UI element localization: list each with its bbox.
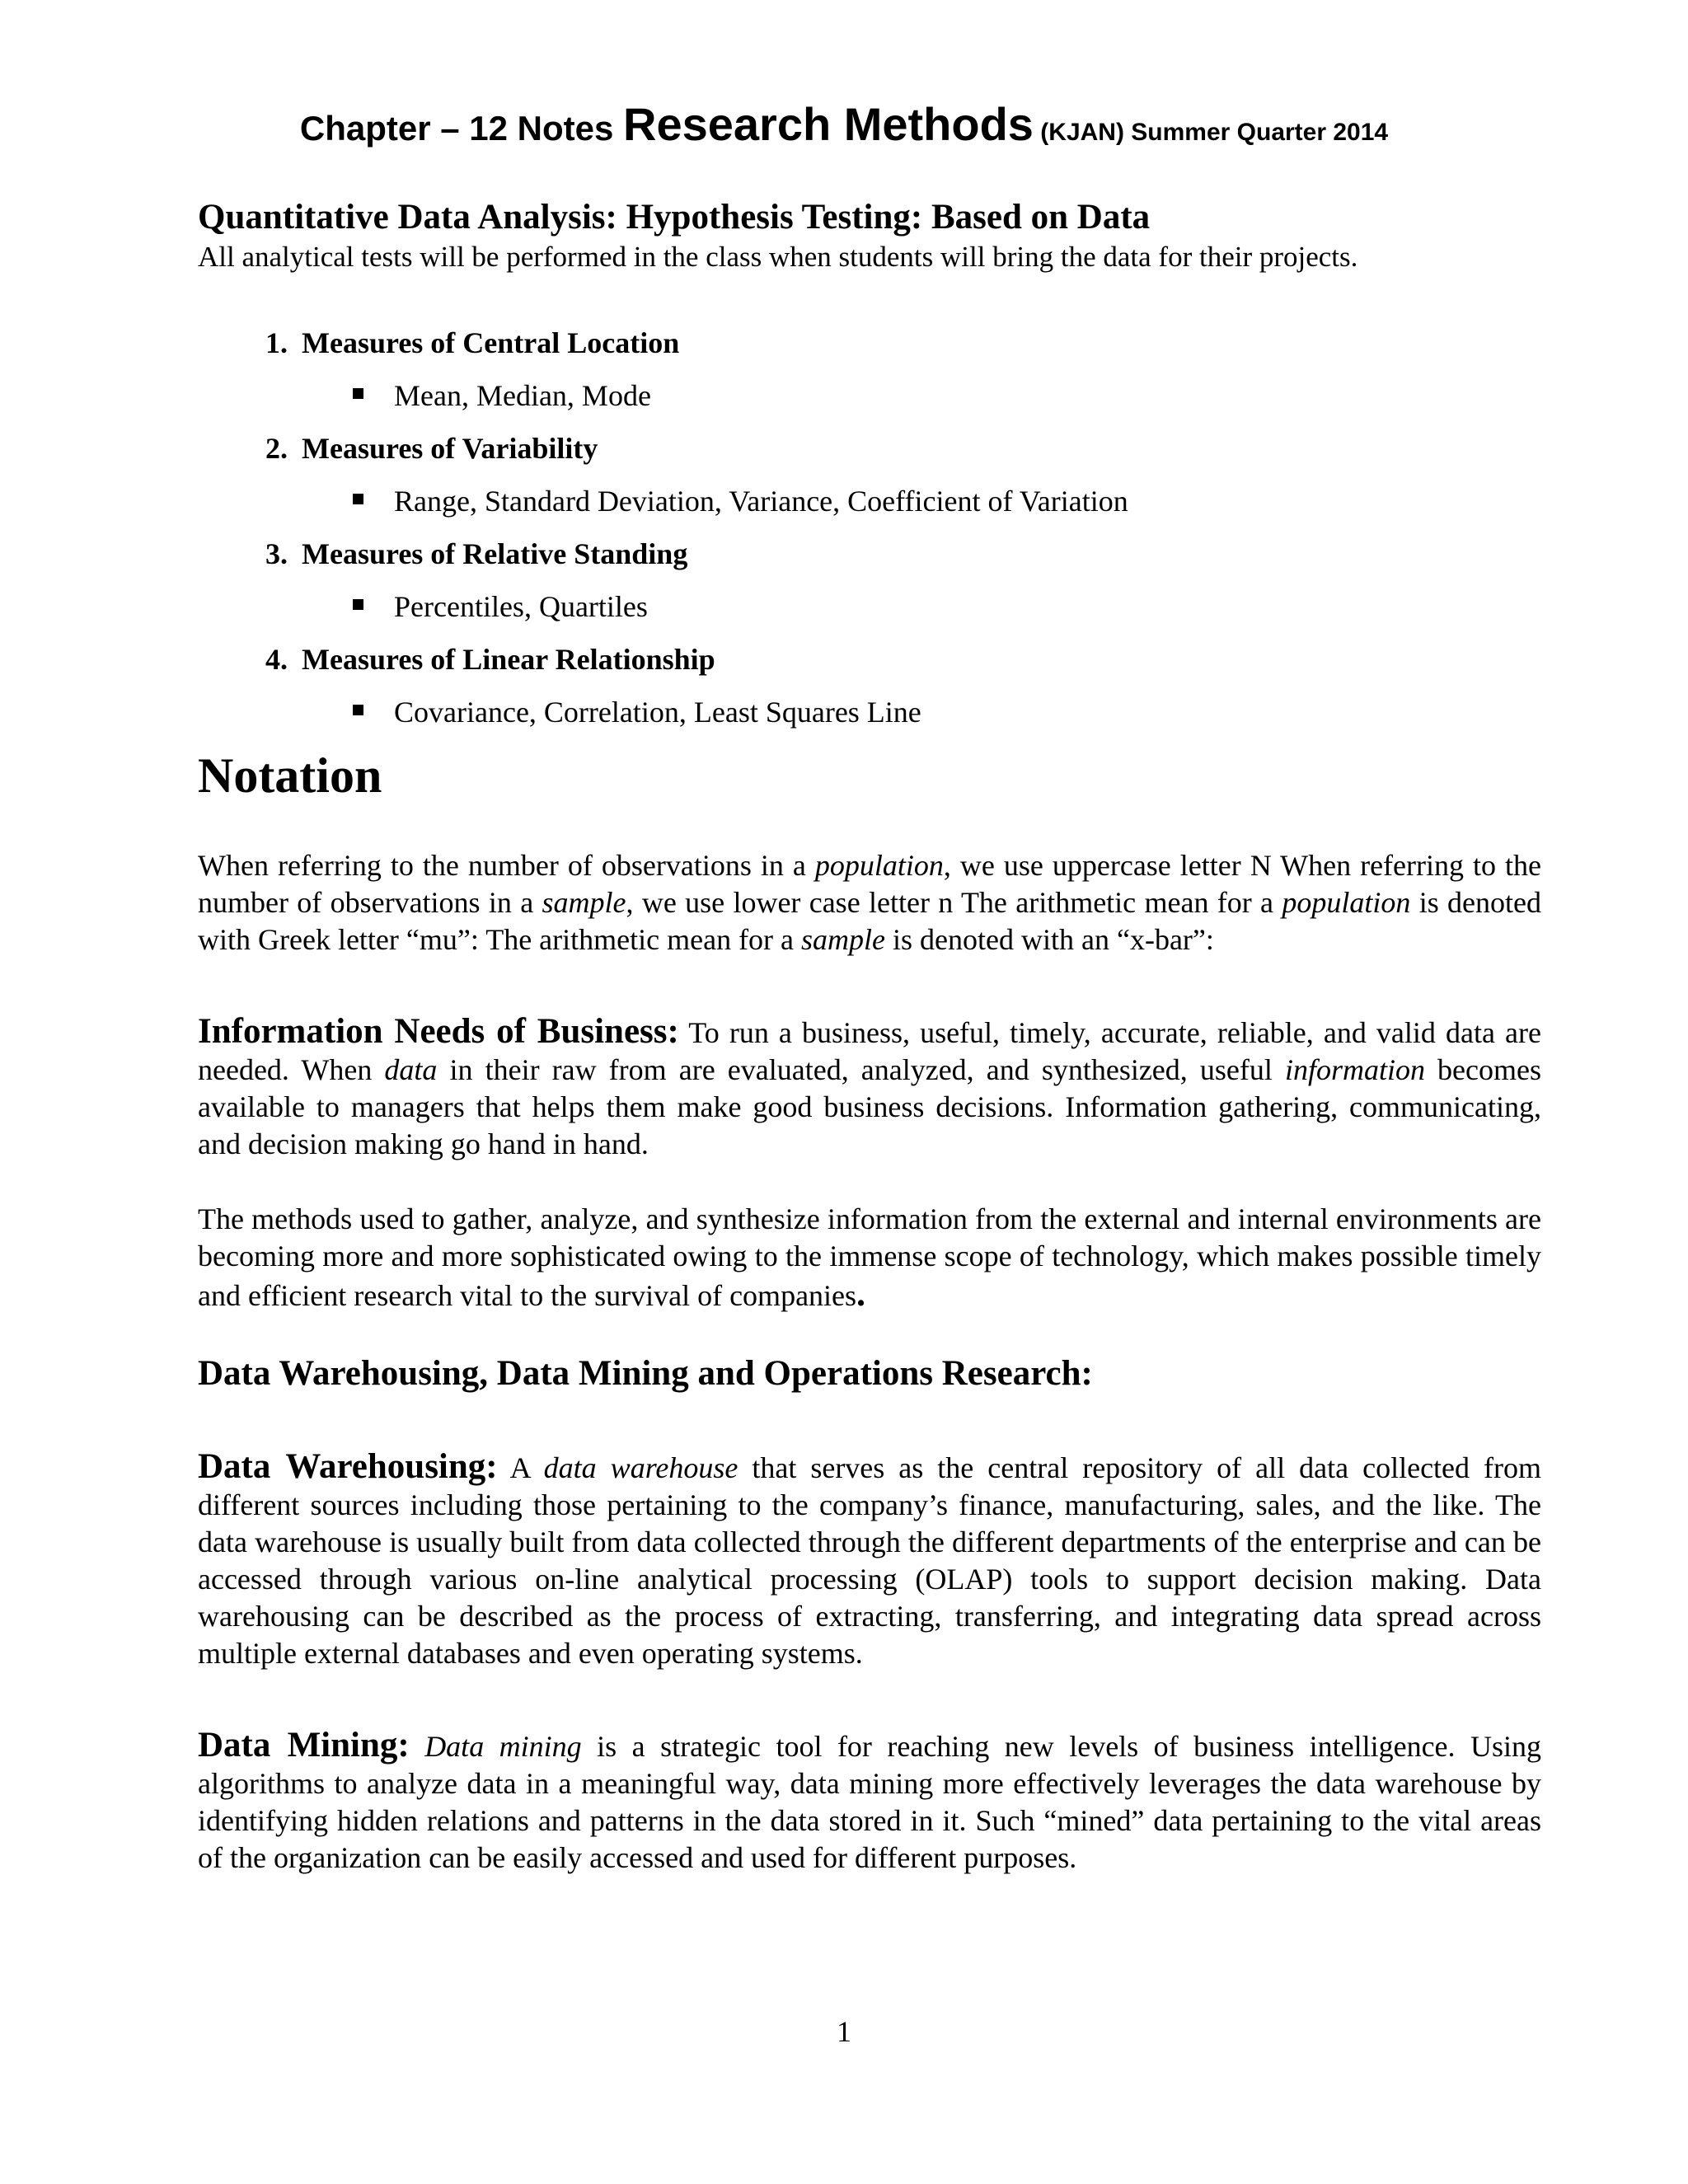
page-number: 1: [837, 2015, 851, 2048]
information-needs-heading: Information Needs of Business:: [198, 1012, 679, 1051]
text-run: When referring to the number of observations in a: [198, 849, 815, 882]
text-run: [410, 1730, 424, 1763]
methods-paragraph: [198, 1201, 1541, 1315]
measure-title: Measures of Central Location: [302, 326, 680, 359]
measure-detail-text: Covariance, Correlation, Least Squares Line: [394, 696, 921, 729]
emphasis-run: sample: [801, 923, 886, 956]
data-mining-paragraph: [198, 1727, 1541, 1877]
square-bullet-icon: [353, 705, 363, 715]
measure-detail-text: Percentiles, Quartiles: [394, 590, 648, 623]
text-run: A: [497, 1451, 544, 1484]
measure-detail-text: Range, Standard Deviation, Variance, Coefficient of Variation: [394, 485, 1128, 518]
measure-detail-list: [302, 483, 1541, 519]
text-run: , we use lower case letter n The arithmetic mean for a: [626, 886, 1282, 919]
measure-detail-list: [302, 694, 1541, 730]
text-run: , we use uppercase letter N When referring to the number of observations in a: [198, 849, 1541, 919]
measure-detail: [394, 588, 1541, 625]
measure-detail-list: [302, 377, 1541, 414]
text-run: is denoted with Greek letter “mu”: The arithmetic mean for a: [198, 886, 1541, 956]
emphasis-run: information: [1284, 1053, 1425, 1086]
square-bullet-icon: [353, 388, 363, 399]
square-bullet-icon: [353, 599, 363, 610]
text-run: The methods used to gather, analyze, and synthesize information from the external and internal environments are becoming more and more sophisticated owing to the immense scope of technology, which makes possible timely and efficient research vital to the survival of companies: [198, 1202, 1541, 1312]
text-run: is a strategic tool for reaching new levels of business intelligence. Using algorithms to analyze data in a meaningful way, data mining more effectively leverages the data warehouse by identifying hidden relations and patterns in the data stored in it. Such “mined” data pertaining to the vital areas of the organization can be easily accessed and used for different purposes.: [198, 1730, 1541, 1874]
data-mining-heading: Data Mining:: [198, 1726, 410, 1765]
measures-list: [198, 325, 1541, 730]
header-course: Research Methods: [623, 98, 1034, 150]
emphasis-run: Data mining: [424, 1730, 582, 1763]
data-warehousing-heading: Data Warehousing:: [198, 1447, 498, 1486]
page-header: [0, 97, 1688, 151]
measure-title: Measures of Linear Relationship: [302, 643, 715, 676]
emphasis-run: population: [814, 849, 944, 882]
section-intro: All analytical tests will be performed in the class when students will bring the data for their projects.: [198, 241, 1358, 273]
measure-title: Measures of Variability: [302, 432, 598, 465]
text-run: in their raw from are evaluated, analyzed, and synthesized, useful: [437, 1053, 1285, 1086]
text-run: .: [856, 1273, 866, 1314]
text-run: becomes available to managers that helps them make good business decisions. Information gathering, communicating, and decision making go hand in hand.: [198, 1053, 1541, 1160]
document-body: [198, 196, 1541, 1877]
header-term: (KJAN) Summer Quarter 2014: [1033, 119, 1389, 146]
text-run: To run a business, useful, timely, accurate, reliable, and valid data are needed. When: [198, 1016, 1541, 1086]
emphasis-run: sample: [542, 886, 626, 919]
measure-item: [295, 641, 1541, 730]
measure-detail-list: [302, 588, 1541, 625]
section-title-quantitative: Quantitative Data Analysis: Hypothesis Testing: Based on Data: [198, 198, 1151, 237]
notation-heading: Notation: [198, 748, 382, 803]
emphasis-run: data: [384, 1053, 438, 1086]
information-needs-paragraph: [198, 1013, 1541, 1163]
emphasis-run: population: [1282, 886, 1411, 919]
section-title-data-warehousing: Data Warehousing, Data Mining and Operations Research:: [198, 1354, 1093, 1393]
header-chapter: Chapter – 12 Notes: [299, 109, 624, 148]
measure-detail: [394, 377, 1541, 414]
measure-title: Measures of Relative Standing: [302, 537, 688, 570]
measure-item: [295, 536, 1541, 625]
measure-detail-text: Mean, Median, Mode: [394, 379, 651, 412]
measure-item: [295, 430, 1541, 519]
emphasis-run: data warehouse: [543, 1451, 738, 1484]
text-run: is denoted with an “x-bar”:: [885, 923, 1214, 956]
data-warehousing-paragraph: [198, 1448, 1541, 1672]
measure-detail: [394, 483, 1541, 519]
text-run: that serves as the central repository of all data collected from different sources including those pertaining to the company’s finance, manufacturing, sales, and the like. The data warehouse is usually built from data collected through the different departments of the enterprise and can be accessed through various on-line analytical processing (OLAP) tools to support decision making. Data warehousing can be described as the process of extracting, transferring, and integrating data spread across multiple external databases and even operating systems.: [198, 1451, 1542, 1670]
square-bullet-icon: [353, 494, 363, 504]
notation-paragraph: [198, 847, 1541, 958]
measure-detail: [394, 694, 1541, 730]
measure-item: [295, 325, 1541, 414]
